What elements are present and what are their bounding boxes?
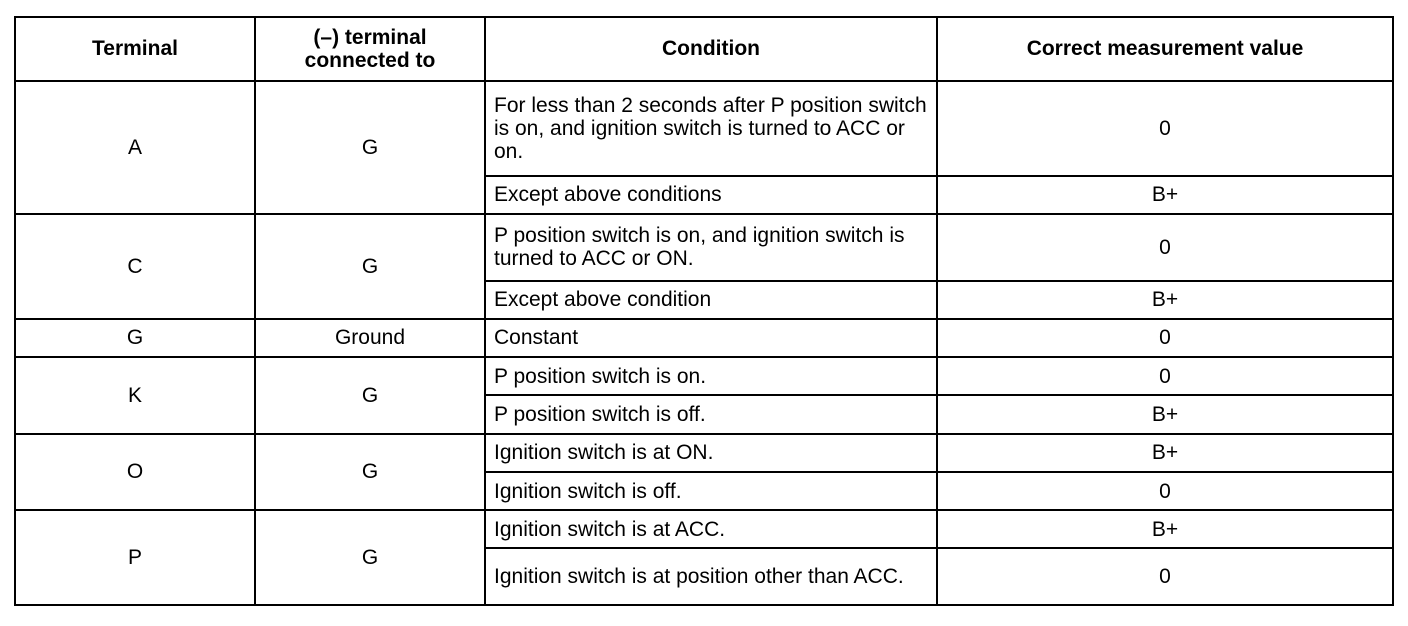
value-cell: 0	[937, 548, 1393, 605]
header-row	[15, 17, 1393, 81]
condition-cell: P position switch is on.	[485, 357, 937, 395]
connected-cell: G	[255, 81, 485, 214]
connected-cell: G	[255, 214, 485, 319]
table-row	[15, 510, 1393, 548]
table-header	[15, 17, 1393, 81]
table-row	[15, 81, 1393, 176]
terminal-cell: K	[15, 357, 255, 434]
table-row	[15, 357, 1393, 395]
table-row	[15, 434, 1393, 472]
condition-cell: Ignition switch is at ACC.	[485, 510, 937, 548]
value-cell: 0	[937, 81, 1393, 176]
header-terminal: Terminal	[15, 17, 255, 81]
condition-cell: Ignition switch is off.	[485, 472, 937, 510]
condition-cell: P position switch is on, and ignition switch is turned to ACC or ON.	[485, 214, 937, 281]
value-cell: B+	[937, 176, 1393, 214]
condition-cell: P position switch is off.	[485, 395, 937, 433]
condition-cell: Ignition switch is at position other than ACC.	[485, 548, 937, 605]
connected-cell: G	[255, 357, 485, 434]
table-row	[15, 319, 1393, 357]
value-cell: 0	[937, 357, 1393, 395]
condition-cell: Except above conditions	[485, 176, 937, 214]
terminal-cell: O	[15, 434, 255, 511]
condition-cell: Ignition switch is at ON.	[485, 434, 937, 472]
connected-cell: Ground	[255, 319, 485, 357]
terminal-cell: G	[15, 319, 255, 357]
value-cell: 0	[937, 472, 1393, 510]
condition-cell: For less than 2 seconds after P position switch is on, and ignition switch is turned to ACC or on.	[485, 81, 937, 176]
value-cell: B+	[937, 434, 1393, 472]
table-body	[15, 81, 1393, 605]
terminal-measurement-table	[14, 16, 1394, 606]
header-condition: Condition	[485, 17, 937, 81]
connected-cell: G	[255, 434, 485, 511]
value-cell: B+	[937, 281, 1393, 319]
terminal-cell: C	[15, 214, 255, 319]
value-cell: B+	[937, 510, 1393, 548]
connected-cell: G	[255, 510, 485, 605]
table-row	[15, 214, 1393, 281]
value-cell: 0	[937, 214, 1393, 281]
terminal-cell: P	[15, 510, 255, 605]
condition-cell: Except above condition	[485, 281, 937, 319]
value-cell: 0	[937, 319, 1393, 357]
header-measurement-value: Correct measurement value	[937, 17, 1393, 81]
header-connected-to: (–) terminal connected to	[255, 17, 485, 81]
value-cell: B+	[937, 395, 1393, 433]
terminal-cell: A	[15, 81, 255, 214]
condition-cell: Constant	[485, 319, 937, 357]
